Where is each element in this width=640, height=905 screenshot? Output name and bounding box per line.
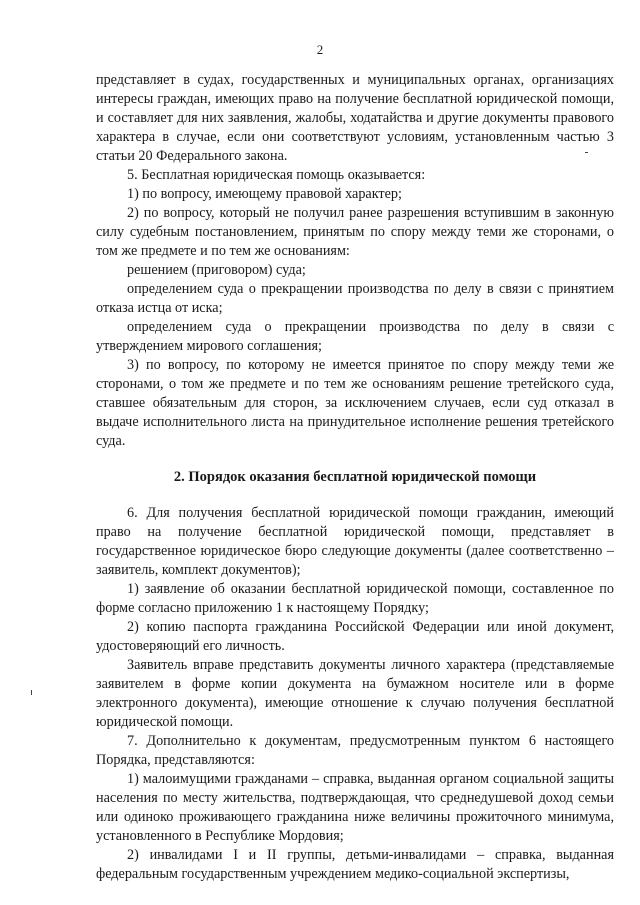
- section-heading: 2. Порядок оказания бесплатной юридической помощи: [173, 469, 537, 485]
- page-number: 2: [316, 42, 324, 57]
- paragraph: определением суда о прекращении производства по делу в связи с принятием отказа истца от иска;: [96, 281, 614, 316]
- scan-speck: [31, 690, 32, 695]
- paragraph: 1) заявление об оказании бесплатной юридической помощи, составленное по форме согласно приложению 1 к настоящему Порядку;: [96, 581, 614, 616]
- paragraphs-after-heading: [96, 504, 614, 884]
- paragraph: 1) по вопросу, имеющему правовой характер;: [127, 186, 402, 202]
- paragraph: 1) малоимущими гражданами – справка, выданная органом социальной защиты населения по месту жительства, подтверждающая, что среднедушевой доход семьи или одиноко проживающего гражданина ниже величины прожиточного минимума, установленного в Республике Мордовия;: [96, 771, 614, 844]
- paragraph: 6. Для получения бесплатной юридической помощи гражданин, имеющий право на получение бесплатной юридической помощи, представляет в государственное юридическое бюро следующие документы (далее соответственно – заявитель, комплект документов);: [96, 505, 614, 578]
- paragraph: определением суда о прекращении производства по делу в связи с утверждением мирового соглашения;: [96, 319, 614, 354]
- document-body: [96, 71, 614, 884]
- paragraph: Заявитель вправе представить документы личного характера (представляемые заявителем в форме копии документа на бумажном носителе или в форме электронного документа), имеющие отношение к случаю получения бесплатной юридической помощи.: [96, 657, 614, 730]
- paragraph: представляет в судах, государственных и муниципальных органах, организациях интересы граждан, имеющих право на получение бесплатной юридической помощи, и составляет для них заявления, жалобы, ходатайства и другие документы правового характера в случае, если они соответствуют условиям, установленным частью 3 статьи 20 Федерального закона.: [96, 72, 614, 164]
- paragraph: 2) инвалидами I и II группы, детьми-инвалидами – справка, выданная федеральным государственным учреждением медико-социальной экспертизы,: [96, 847, 614, 882]
- paragraphs-before-heading: [96, 71, 614, 451]
- paragraph: решением (приговором) суда;: [127, 262, 306, 278]
- paragraph: 5. Бесплатная юридическая помощь оказывается:: [127, 167, 426, 183]
- paragraph: 3) по вопросу, по которому не имеется принятое по спору между теми же сторонами, о том же предмете и по тем же основаниям решение третейского суда, ставшее обязательным для сторон, за исключением случаев, если суд отказал в выдаче исполнительного листа на принудительное исполнение решения третейского суда.: [96, 357, 614, 449]
- paragraph: 2) по вопросу, который не получил ранее разрешения вступившим в законную силу судебным постановлением, принятым по спору между теми же сторонами, о том же предмете и по тем же основаниям:: [96, 205, 614, 259]
- paragraph: 7. Дополнительно к документам, предусмотренным пунктом 6 настоящего Порядка, представляются:: [96, 733, 614, 768]
- paragraph: 2) копию паспорта гражданина Российской Федерации или иной документ, удостоверяющий его личность.: [96, 619, 614, 654]
- scan-speck: [585, 152, 588, 153]
